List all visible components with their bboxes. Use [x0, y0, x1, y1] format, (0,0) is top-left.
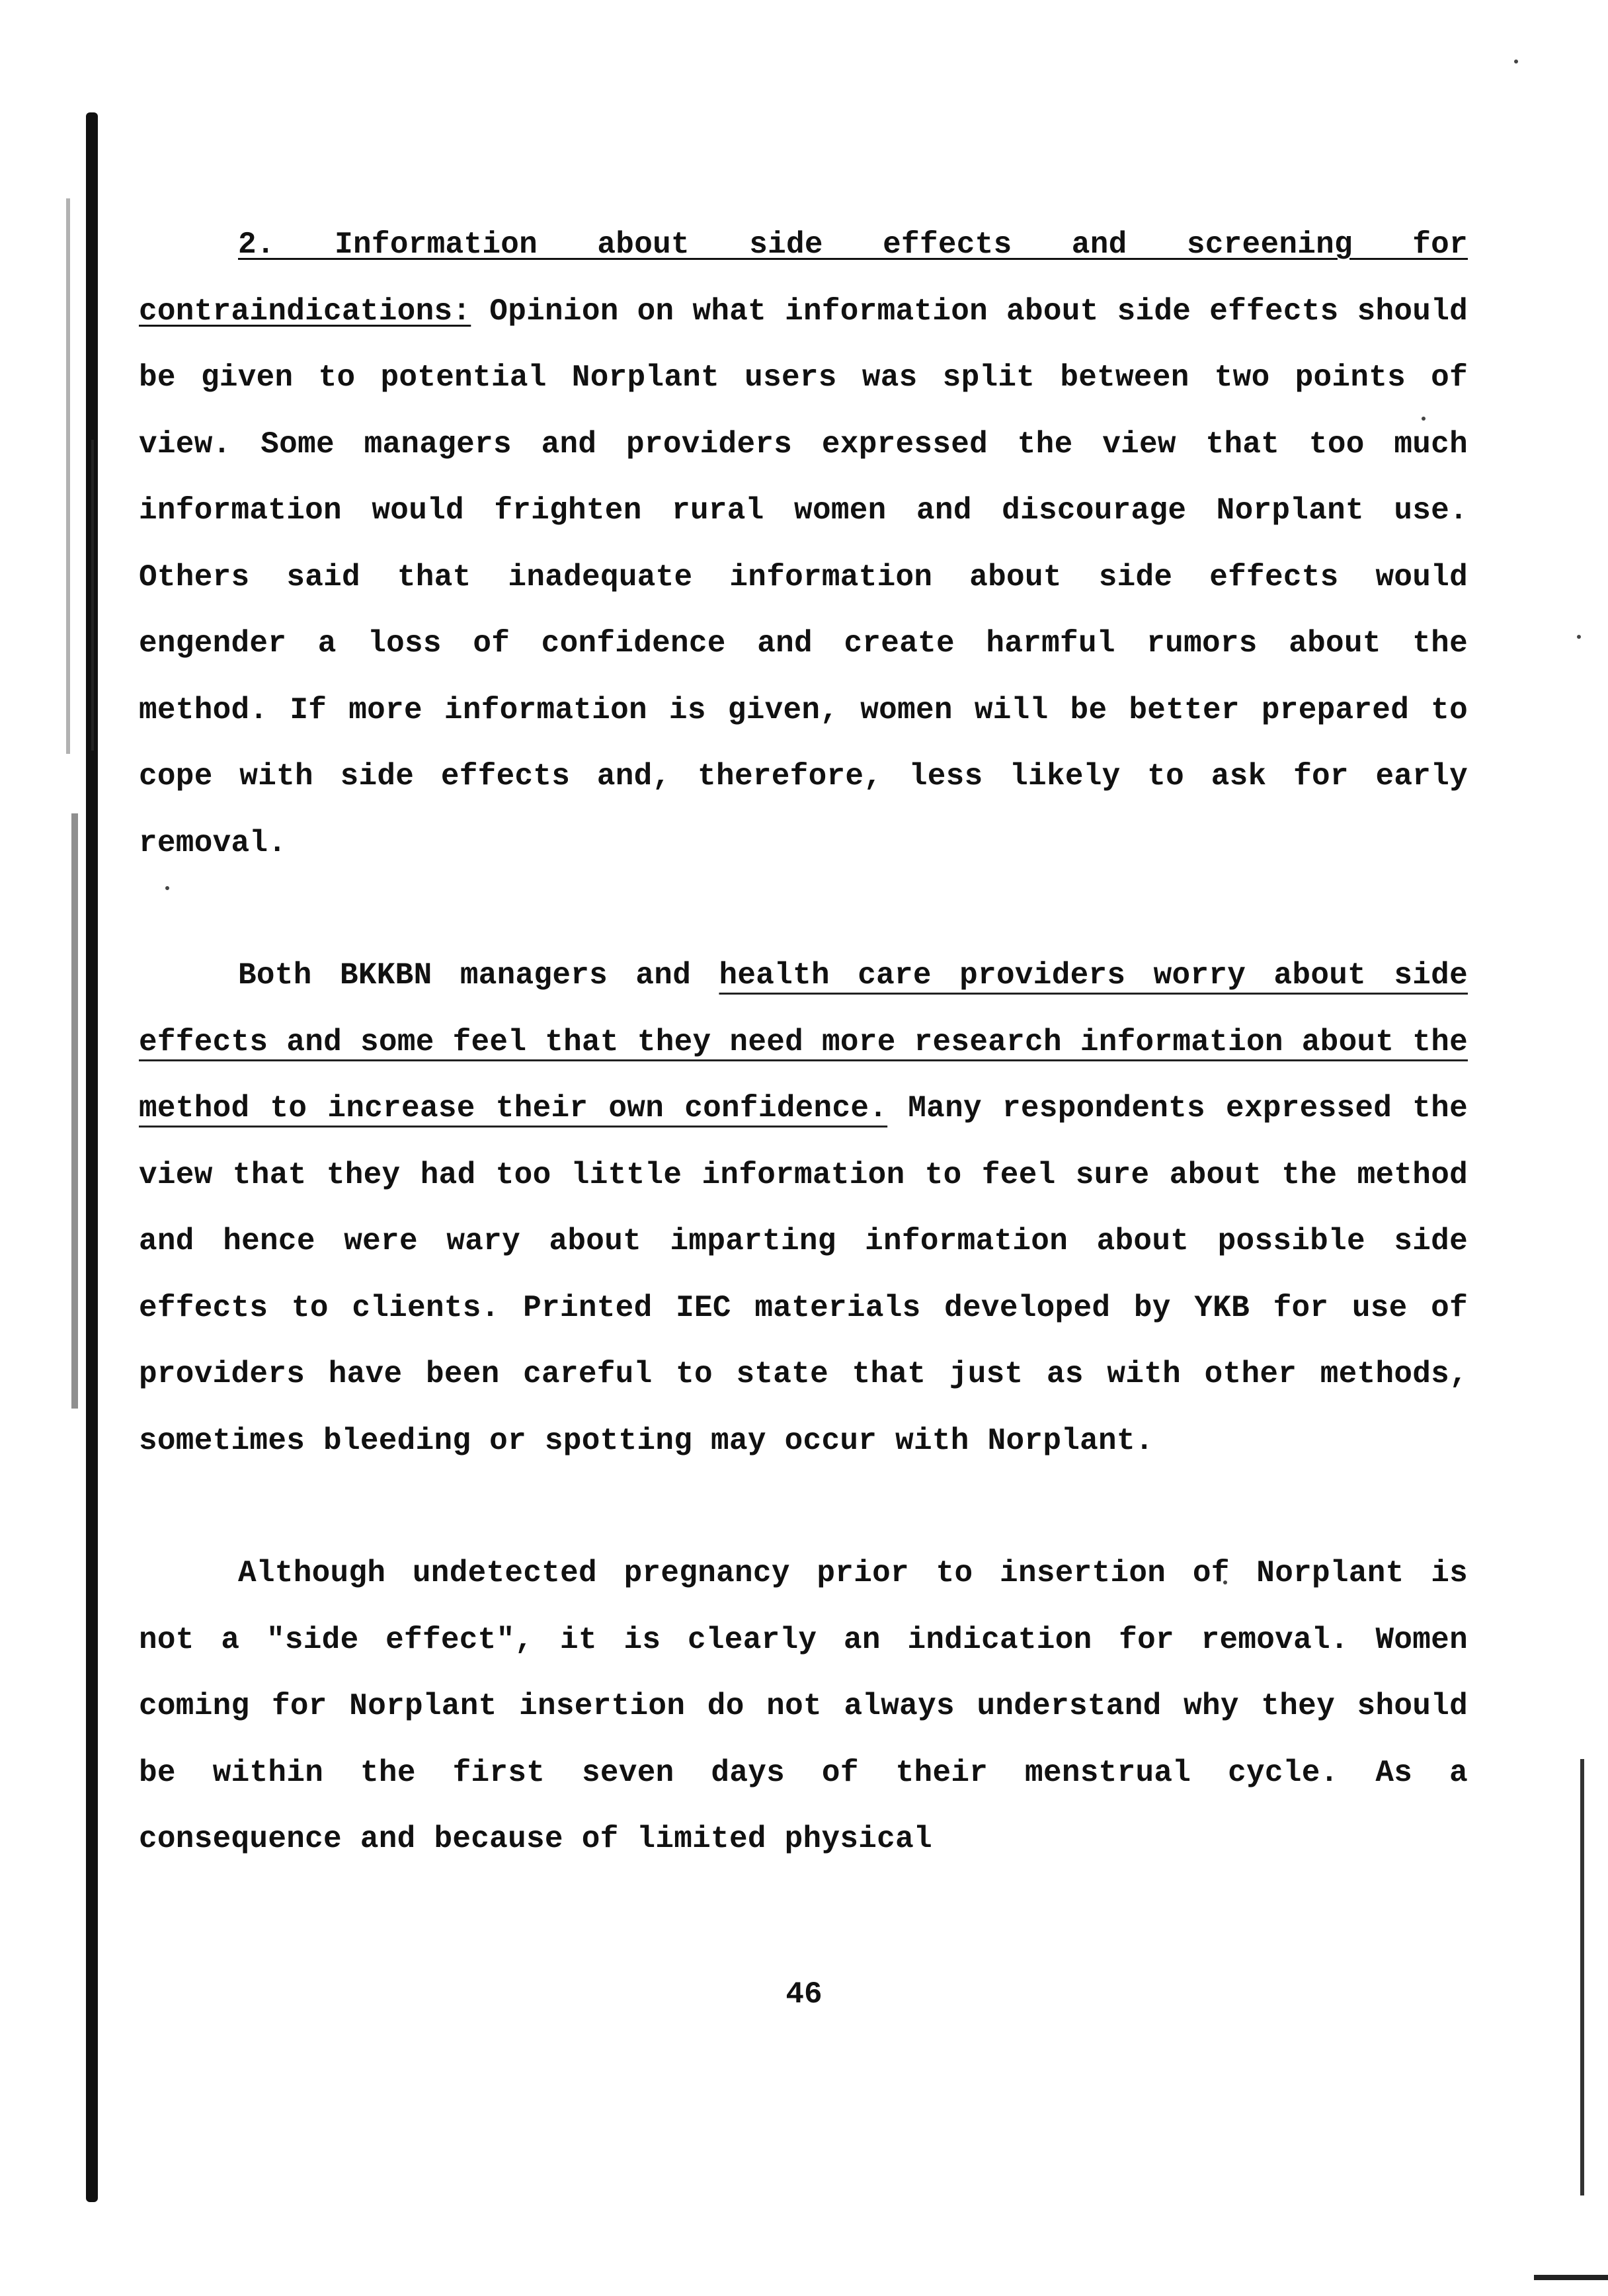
- scan-corner-mark: [1534, 2275, 1608, 2280]
- scan-margin-bar: [86, 112, 98, 2202]
- paragraph-managers-worry: [139, 942, 1468, 1474]
- paragraph-pregnancy: [139, 1540, 1468, 1873]
- handwritten-bracket-mark: [91, 440, 94, 751]
- paragraph-text-start: Both BKKBN managers and: [238, 958, 719, 993]
- scan-speck: [1577, 635, 1581, 639]
- handwritten-underlined-passage: health care providers worry about side effects and some feel that they need more research information about the method to increase their own confidence.: [139, 958, 1468, 1126]
- paragraph-text-end: Many respondents expressed the view that they had too little information to feel sure about the method and hence were wary about imparting information about possible side effects to clients. Printed IEC materials developed by YKB for use of providers have been careful to state that just as with other methods, sometimes bleeding or spotting may occur with Norplant.: [139, 1091, 1468, 1458]
- scan-speck: [1514, 60, 1518, 63]
- section-heading: 2. Information about side effects and screening for contraindications:: [139, 227, 1468, 329]
- paragraph-text: Although undetected pregnancy prior to insertion of Norplant is not a "side effect", it is clearly an indication for removal. Women coming for Norplant insertion do not always understand why they should be within the first seven days of their menstrual cycle. As a consequence and because of limited physical: [139, 1556, 1468, 1856]
- document-body: [139, 212, 1468, 1873]
- paragraph-side-effects: [139, 212, 1468, 876]
- paragraph-text: Opinion on what information about side effects should be given to potential Norplant users was split between two points of view. Some managers and providers expressed the view that too much information would frighten rural women and discourage Norplant use. Others said that inadequate information about side effects would engender a loss of confidence and create harmful rumors about the method. If more information is given, women will be better prepared to cope with side effects and, therefore, less likely to ask for early removal.: [139, 294, 1468, 860]
- page-number: 46: [785, 1977, 823, 2012]
- scan-margin-shadow: [71, 813, 78, 1409]
- scan-margin-shadow-top: [66, 198, 70, 754]
